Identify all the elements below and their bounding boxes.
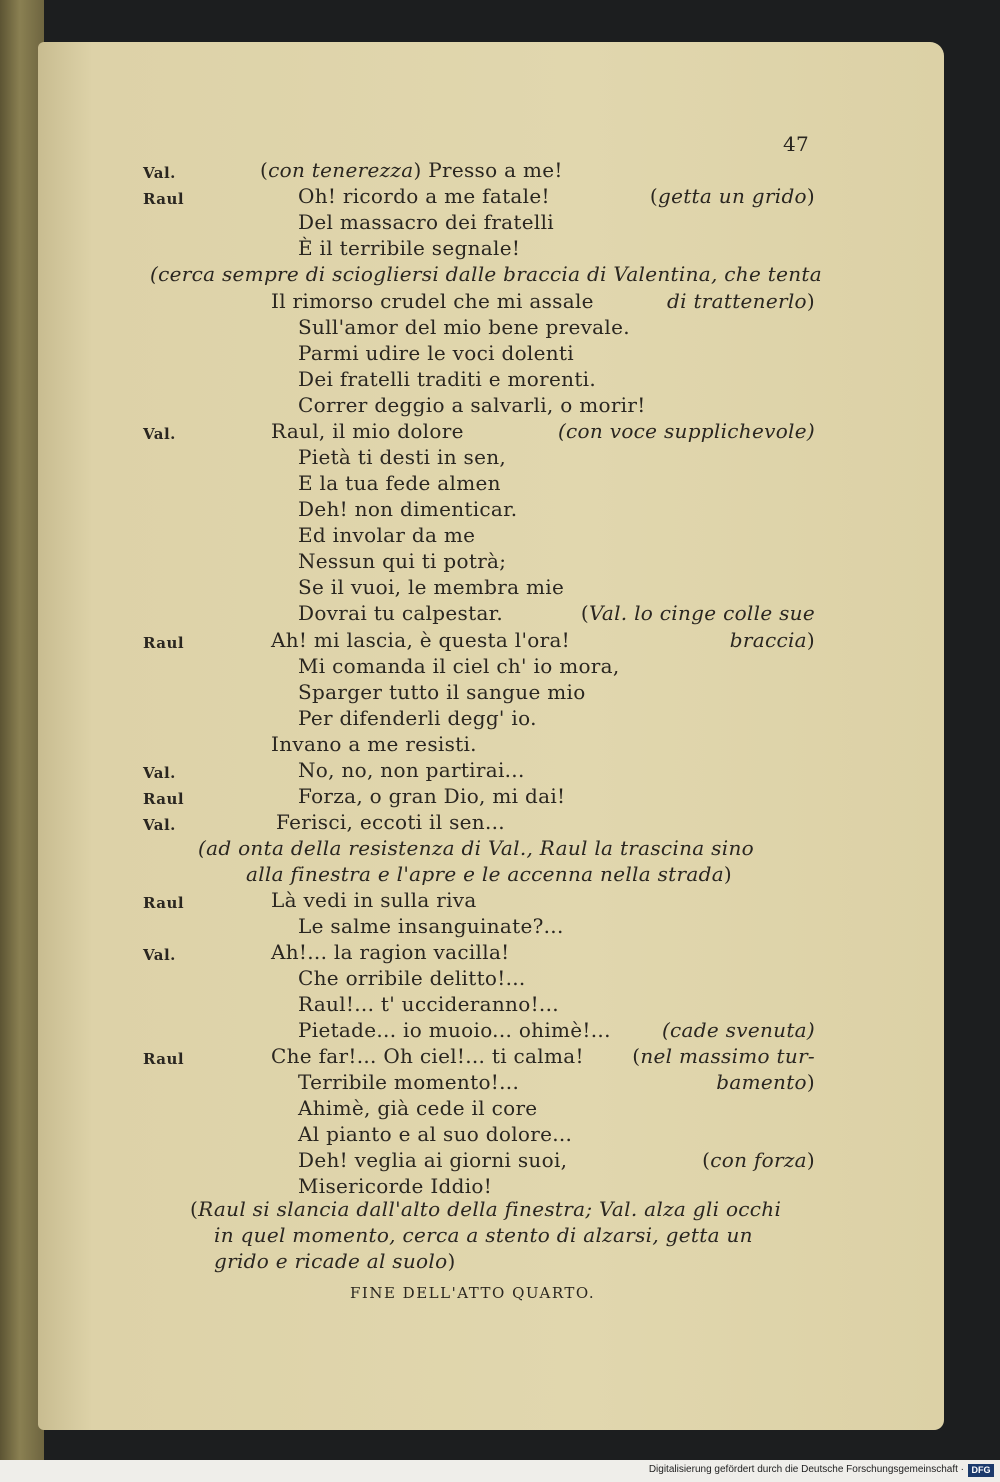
verse-line — [298, 653, 620, 679]
text-run: Parmi udire le voci dolenti — [298, 341, 574, 365]
verse-line — [298, 757, 525, 783]
text-run: ( — [580, 601, 589, 625]
page-number: 47 — [783, 132, 810, 156]
stage-direction — [650, 183, 815, 209]
text-run: Raul!... t' uccideranno!... — [298, 992, 559, 1016]
text-run: Ferisci, eccoti il sen... — [276, 810, 505, 834]
text-run: Val. lo cinge colle sue — [588, 601, 815, 625]
verse-line — [298, 991, 559, 1017]
verse-line — [298, 1069, 519, 1095]
text-run: ) — [806, 1070, 815, 1094]
text-run: ) — [806, 628, 815, 652]
text-run: (cade svenuta) — [661, 1018, 815, 1042]
text-run: ( — [190, 1197, 199, 1221]
text-run: ) — [806, 184, 815, 208]
verse-line — [298, 600, 503, 626]
text-run: di trattenerlo — [666, 289, 807, 313]
text-run: Al pianto e al suo dolore... — [298, 1122, 573, 1146]
verse-line — [298, 679, 586, 705]
text-run: Ahimè, già cede il core — [298, 1096, 538, 1120]
speaker-label: Val. — [143, 764, 176, 782]
verse-line — [298, 444, 506, 470]
verse-line — [298, 209, 554, 235]
text-run: Ed involar da me — [298, 523, 476, 547]
text-run: braccia — [729, 628, 807, 652]
verse-line — [214, 1222, 753, 1248]
text-run: alla finestra e l'apre e le accenna nella strada — [246, 862, 724, 886]
text-run: ) — [447, 1249, 456, 1273]
verse-line — [198, 835, 754, 861]
speaker-label: Raul — [143, 1050, 185, 1068]
stage-direction — [716, 1069, 815, 1095]
speaker-label: Val. — [143, 425, 176, 443]
text-run: Deh! veglia ai giorni suoi, — [298, 1148, 568, 1172]
text-run: Sparger tutto il sangue mio — [298, 680, 586, 704]
verse-line — [271, 939, 510, 965]
verse-line — [271, 418, 464, 444]
verse-line — [246, 861, 732, 887]
verse-line — [298, 1147, 567, 1173]
verse-line — [298, 366, 596, 392]
verse-line — [298, 183, 550, 209]
verse-line — [298, 314, 630, 340]
text-run: con forza — [710, 1148, 807, 1172]
verse-line — [298, 913, 564, 939]
text-run: Del massacro dei fratelli — [298, 210, 554, 234]
text-run: ) — [806, 1148, 815, 1172]
text-run: con tenerezza — [268, 158, 414, 182]
verse-line — [276, 809, 505, 835]
verse-line — [298, 965, 526, 991]
verse-line — [298, 1017, 611, 1043]
text-run: Pietà ti desti in sen, — [298, 445, 507, 469]
text-run: Che orribile delitto!... — [298, 966, 526, 990]
verse-line — [298, 496, 517, 522]
text-run: Là vedi in sulla riva — [271, 888, 477, 912]
text-run: Sull'amor del mio bene prevale. — [298, 315, 630, 339]
text-run: getta un grido — [657, 184, 807, 208]
text-run: Dovrai tu calpestar. — [298, 601, 503, 625]
text-run: Mi comanda il ciel ch' io mora, — [298, 654, 620, 678]
verse-line — [350, 1280, 595, 1306]
text-run: Terribile momento!... — [298, 1070, 520, 1094]
verse-line — [150, 261, 822, 287]
text-run: Misericorde Iddio! — [298, 1174, 493, 1198]
verse-line — [298, 1095, 537, 1121]
text-run: ) Presso a me! — [413, 158, 563, 182]
text-run: Forza, o gran Dio, mi dai! — [298, 784, 566, 808]
verse-line — [214, 1248, 456, 1274]
verse-line — [298, 470, 501, 496]
text-run: Dei fratelli traditi e morenti. — [298, 367, 597, 391]
stage-direction — [632, 1043, 815, 1069]
verse-line — [190, 1196, 781, 1222]
text-run: No, no, non partirai... — [298, 758, 525, 782]
text-run: Deh! non dimenticar. — [298, 497, 518, 521]
text-run: Il rimorso crudel che mi assale — [271, 289, 594, 313]
stage-direction — [730, 627, 815, 653]
verse-line — [271, 288, 594, 314]
text-run: Raul, il mio dolore — [271, 419, 464, 443]
verse-line — [298, 392, 646, 418]
verse-line — [298, 340, 574, 366]
stage-direction — [662, 1017, 815, 1043]
text-run: nel massimo tur- — [640, 1044, 815, 1068]
speaker-label: Raul — [143, 190, 185, 208]
text-run: Nessun qui ti potrà; — [298, 549, 507, 573]
verse-line — [298, 705, 537, 731]
text-run: E la tua fede almen — [298, 471, 501, 495]
text-run: Raul si slancia dall'alto della finestra; Val. alza gli occhi — [198, 1197, 782, 1221]
text-run: Ah!... la ragion vacilla! — [271, 940, 510, 964]
text-run: Ah! mi lascia, è questa l'ora! — [271, 628, 571, 652]
verse-line — [271, 731, 477, 757]
stage-direction — [667, 288, 815, 314]
text-run: È il terribile segnale! — [298, 236, 521, 260]
verse-line — [271, 887, 477, 913]
verse-line — [298, 235, 520, 261]
speaker-label: Val. — [143, 164, 176, 182]
text-run: FINE DELL'ATTO QUARTO. — [350, 1284, 596, 1302]
text-run: ( — [702, 1148, 711, 1172]
verse-line — [271, 627, 570, 653]
text-run: grido e ricade al suolo — [214, 1249, 448, 1273]
text-run: bamento — [716, 1070, 807, 1094]
text-run: Le salme insanguinate?... — [298, 914, 564, 938]
text-run: Che far!... Oh ciel!... ti calma! — [271, 1044, 584, 1068]
speaker-label: Raul — [143, 634, 185, 652]
text-run: ) — [806, 289, 815, 313]
text-run: (ad onta della resistenza di Val., Raul la trascina sino — [198, 836, 754, 860]
verse-line — [298, 548, 506, 574]
text-run: Invano a me resisti. — [271, 732, 477, 756]
text-run: Correr deggio a salvarli, o morir! — [298, 393, 646, 417]
speaker-label: Val. — [143, 946, 176, 964]
text-run: ( — [632, 1044, 641, 1068]
text-run: Pietade... io muoio... ohimè!... — [298, 1018, 611, 1042]
speaker-label: Val. — [143, 816, 176, 834]
text-run: Per difenderli degg' io. — [298, 706, 537, 730]
funding-credit: Digitalisierung gefördert durch die Deutsche Forschungsgemeinschaft · — [648, 1464, 964, 1475]
verse-line — [298, 783, 565, 809]
verse-line — [298, 522, 475, 548]
stage-direction — [558, 418, 815, 444]
text-run: (con voce supplichevole) — [557, 419, 815, 443]
speaker-label: Raul — [143, 790, 185, 808]
text-run: Oh! ricordo a me fatale! — [298, 184, 550, 208]
speaker-label: Raul — [143, 894, 185, 912]
text-run: ( — [260, 158, 269, 182]
verse-line — [271, 1043, 584, 1069]
text-run: ( — [649, 184, 658, 208]
text-run: ) — [723, 862, 733, 886]
dfg-logo: DFG — [968, 1464, 994, 1477]
verse-line — [298, 574, 564, 600]
footer-bar — [0, 1460, 1000, 1482]
text-run: (cerca sempre di sciogliersi dalle braccia di Valentina, che tenta — [150, 262, 822, 286]
verse-line — [260, 157, 563, 183]
stage-direction — [702, 1147, 815, 1173]
text-run: Se il vuoi, le membra mie — [298, 575, 565, 599]
verse-line — [298, 1121, 572, 1147]
stage-direction — [581, 600, 815, 626]
text-run: in quel momento, cerca a stento di alzarsi, getta un — [214, 1223, 753, 1247]
